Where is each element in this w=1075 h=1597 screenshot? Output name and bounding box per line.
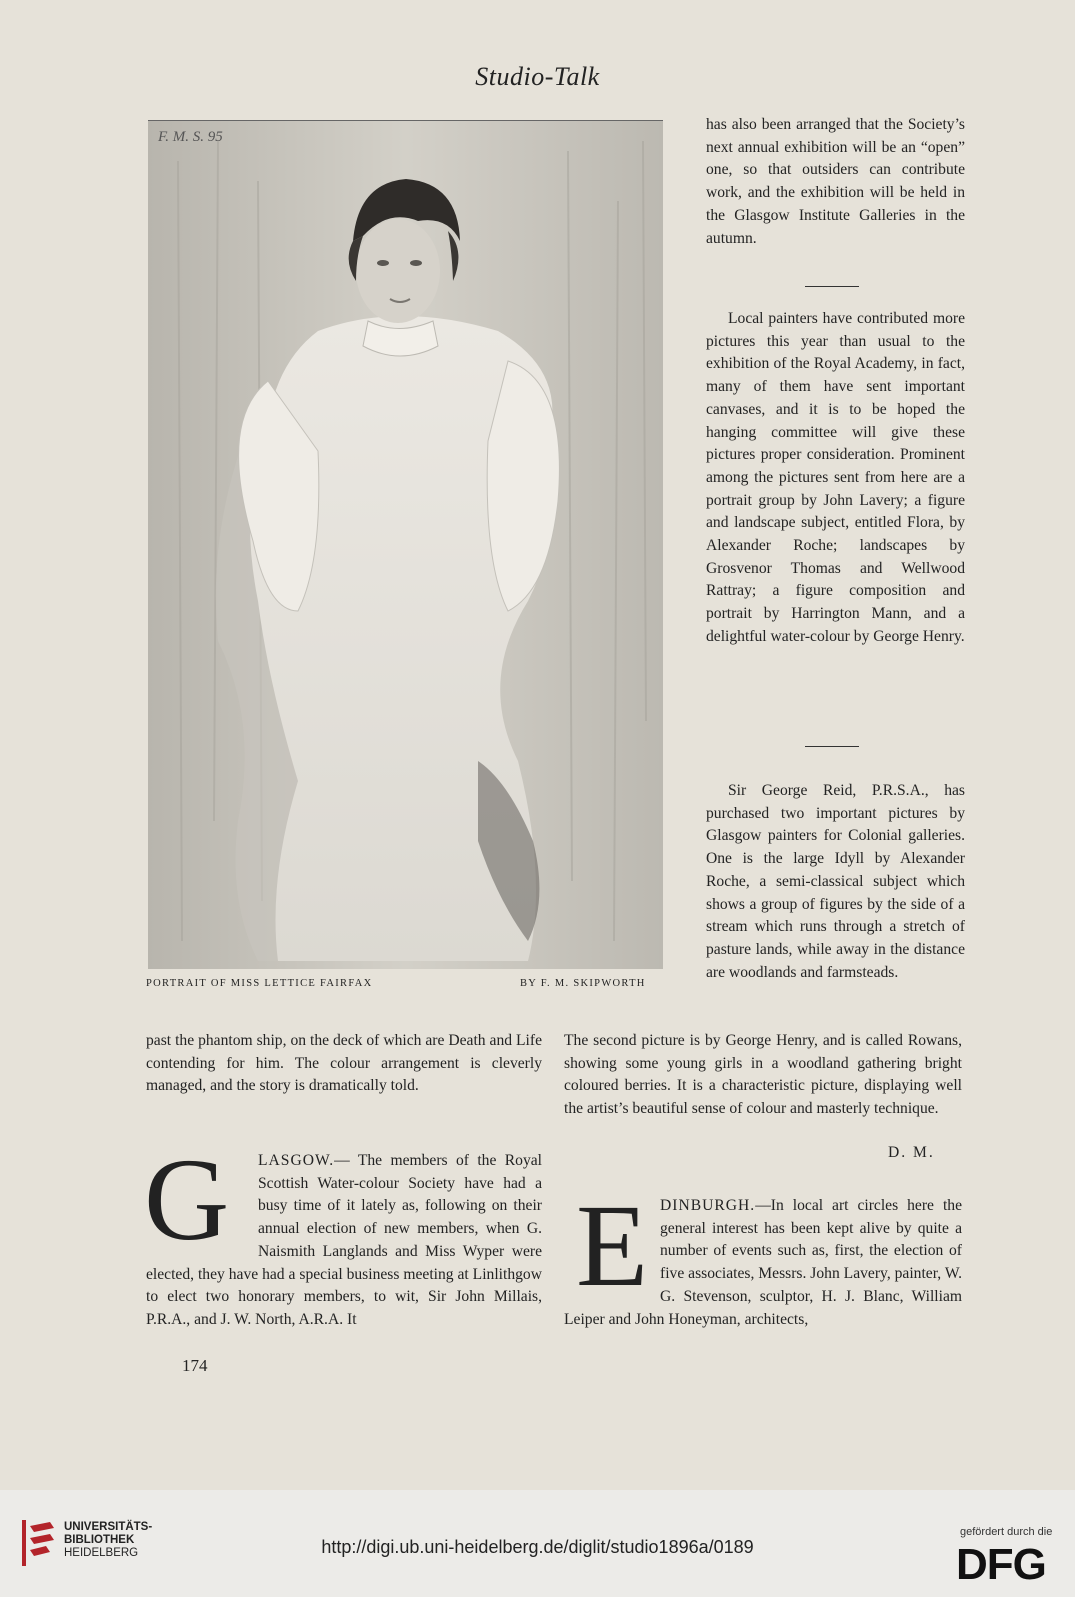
figure-caption-artist: BY F. M. SKIPWORTH xyxy=(520,978,646,989)
edinburgh-text: —In local art circles here the general interest has been kept alive by quite a number of events such as, first, the election of five associates, Messrs. John Lavery, painter, W. G. Stevenson, sculptor, H. J. Blanc, William Leiper and John Honeyman, architects, xyxy=(564,1197,962,1328)
edinburgh-heading: DINBURGH. xyxy=(660,1197,756,1214)
lower-right-paragraph xyxy=(564,1030,962,1121)
author-initials: D. M. xyxy=(888,1144,935,1161)
dropcap-e: E xyxy=(576,1180,649,1311)
right-column-paragraph-2 xyxy=(706,308,965,649)
library-name-line-1: UNIVERSITÄTS- xyxy=(64,1521,153,1533)
section-divider xyxy=(805,286,859,287)
portrait-illustration xyxy=(148,121,663,969)
continued-paragraph: has also been arranged that the Society’s next annual exhibition will be an “open” one, so that outsiders can contribute work, and the exhibition will be held in the Glasgow Institute Galleries in the autumn. xyxy=(706,116,965,247)
library-name-line-3: HEIDELBERG xyxy=(64,1547,139,1559)
running-title: Studio-Talk xyxy=(475,62,600,91)
glasgow-text: — The members of the Royal Scottish Water-colour Society have had a busy time of it lately as, following on their annual election of new members, when G. Naismith Langlands and Miss Wyper were elected, they have had a special business meeting at Linlithgow to elect two honorary members, to wit, Sir John Millais, P.R.A., and J. W. North, A.R.A. It xyxy=(146,1152,542,1328)
dropcap-g: G xyxy=(144,1134,230,1265)
permalink-url[interactable]: http://digi.ub.uni-heidelberg.de/diglit/studio1896a/0189 xyxy=(321,1537,754,1557)
artist-monogram: F. M. S. 95 xyxy=(158,129,223,145)
george-reid-paragraph: Sir George Reid, P.R.S.A., has purchased two important pictures by Glasgow painters for Colonial galleries. One is the large Idyll by Alexander Roche, a semi-classical subject which shows a group of figures by the side of a stream which runs through a stretch of pasture lands, while away in the distance are woodlands and farmsteads. xyxy=(706,782,965,981)
edinburgh-section xyxy=(564,1180,962,1331)
page-number: 174 xyxy=(182,1356,208,1375)
right-column-paragraph-1 xyxy=(706,114,965,250)
funding-note: gefördert durch die xyxy=(960,1526,1053,1538)
portrait-plate xyxy=(148,120,663,969)
phantom-ship-paragraph: past the phantom ship, on the deck of which are Death and Life contending for him. The colour arrangement is cleverly managed, and the story is dramatically told. xyxy=(146,1032,542,1095)
figure-caption-title: PORTRAIT OF MISS LETTICE FAIRFAX xyxy=(146,978,373,989)
local-painters-paragraph: Local painters have contributed more pictures this year than usual to the exhibition of the Royal Academy, in fact, many of them have sent important canvases, and it is to be hoped the hanging committee will give these pictures proper consideration. Prominent among the pictures sent from here are a portrait group by John Lavery; a figure and landscape subject, entitled Flora, by Alexander Roche; landscapes by Grosvenor Thomas and Wellwood Rattray; a figure composition and portrait by Harrington Mann, and a delightful water-colour by George Henry. xyxy=(706,310,965,645)
dfg-logo: DFG xyxy=(956,1540,1046,1589)
dropcap-spacer xyxy=(564,1180,660,1311)
right-column-paragraph-3 xyxy=(706,780,965,984)
lower-left-paragraph xyxy=(146,1030,542,1098)
second-picture-paragraph: The second picture is by George Henry, and is called Rowans, showing some young girls in a woodland gathering bright coloured berries. It is a characteristic picture, displaying well the artist’s beautiful sense of colour and masterly technique. xyxy=(564,1032,962,1118)
glasgow-heading: LASGOW. xyxy=(258,1152,335,1169)
glasgow-section xyxy=(144,1134,542,1332)
library-name-line-2: BIBLIOTHEK xyxy=(64,1534,135,1546)
dropcap-spacer xyxy=(144,1134,258,1265)
section-divider xyxy=(805,746,859,747)
